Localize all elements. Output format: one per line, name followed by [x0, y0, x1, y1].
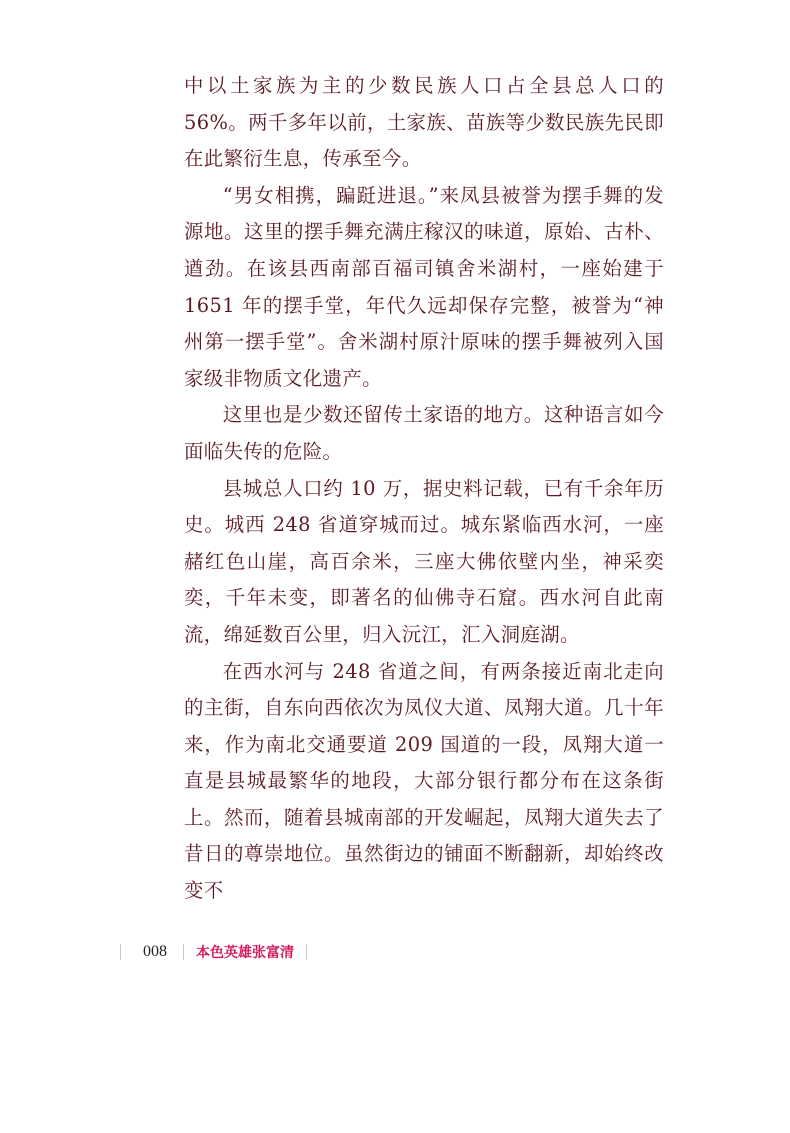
paragraph-county-town: 县城总人口约 10 万，据史料记载，已有千余年历史。城西 248 省道穿城而过。城东紧临西水河，一座赭红色山崖，高百余米，三座大佛依壁内坐，神采奕奕，千年未变，即著名的仙佛寺石窟。西水河自此南流，绵延数百公里，归入沅江，汇入洞庭湖。: [184, 476, 664, 646]
footer-divider-left: [120, 944, 121, 960]
page-number: 008: [143, 943, 167, 960]
body-text: [184, 68, 664, 910]
book-title: 本色英雄张富清: [196, 945, 294, 961]
footer-divider-right: [306, 944, 307, 960]
page-footer: [120, 941, 307, 963]
paragraph-language: 这里也是少数还留传土家语的地方。这种语言如今面临失传的危险。: [184, 403, 664, 463]
paragraph-dance: “男女相携，蹁跹进退。”来凤县被誉为摆手舞的发源地。这里的摆手舞充满庄稼汉的味道，原始、古朴、遒劲。在该县西南部百福司镇舍米湖村，一座始建于 1651 年的摆手堂，年代久远却保存完整，被誉为“神州第一摆手堂”。舍米湖村原汁原味的摆手舞被列入国家级非物质文化遗产。: [184, 183, 664, 390]
paragraph-streets: 在西水河与 248 省道之间，有两条接近南北走向的主街，自东向西依次为凤仪大道、凤翔大道。几十年来，作为南北交通要道 209 国道的一段，凤翔大道一直是县城最繁华的地段，大部分银行都分布在这条街上。然而，随着县城南部的开发崛起，凤翔大道失去了昔日的尊崇地位。虽然街边的铺面不断翻新，却始终改变不: [184, 659, 664, 903]
paragraph-continuation: 中以土家族为主的少数民族人口占全县总人口的 56%。两千多年以前，土家族、苗族等少数民族先民即在此繁衍生息，传承至今。: [184, 74, 664, 171]
footer-divider-middle: [183, 944, 184, 960]
